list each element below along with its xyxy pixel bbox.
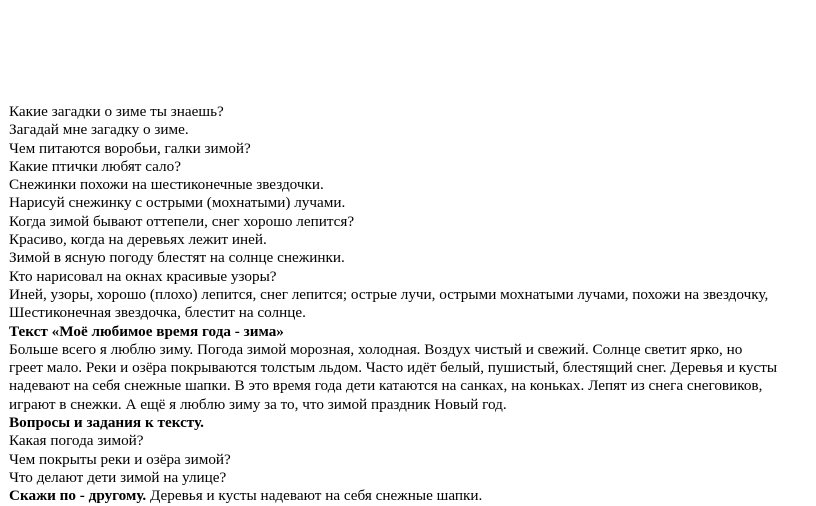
text-line-4: играют в снежки. А ещё я люблю зиму за то, что зимой праздник Новый год. xyxy=(9,395,507,413)
text-line-2: греет мало. Реки и озёра покрываются толстым льдом. Часто идёт белый, пушистый, блестящий снег. Деревья и кусты xyxy=(9,359,778,377)
question-line-8: Красиво, когда на деревьях лежит иней. xyxy=(9,231,267,249)
tasks-heading: Вопросы и задания к тексту. xyxy=(9,414,204,432)
document-page xyxy=(9,103,809,506)
question-line-9: Зимой в ясную погоду блестят на солнце снежинки. xyxy=(9,249,345,267)
text-line-1: Больше всего я люблю зиму. Погода зимой морозная, холодная. Воздух чистый и свежий. Солнце светит ярко, но xyxy=(9,340,743,358)
question-line-1: Какие загадки о зиме ты знаешь? xyxy=(9,103,224,120)
task-line-3: Что делают дети зимой на улице? xyxy=(9,468,227,486)
paraphrase-label: Скажи по - другому. xyxy=(9,487,147,505)
question-line-7: Когда зимой бывают оттепели, снег хорошо лепится? xyxy=(9,212,355,230)
question-line-4: Какие птички любят сало? xyxy=(9,157,181,175)
answers-line-1: Иней, узоры, хорошо (плохо) лепится, снег лепится; острые лучи, острыми мохнатыми лучами, похожи на звездочку, xyxy=(9,285,769,303)
question-line-3: Чем питаются воробьи, галки зимой? xyxy=(9,139,251,157)
question-line-6: Нарисуй снежинку с острыми (мохнатыми) лучами. xyxy=(9,194,346,212)
task-line-2: Чем покрыты реки и озёра зимой? xyxy=(9,450,231,468)
question-line-2: Загадай мне загадку о зиме. xyxy=(9,121,189,139)
answers-line-2: Шестиконечная звездочка, блестит на солнце. xyxy=(9,304,306,322)
text-line-3: надевают на себя снежные шапки. В это время года дети катаются на санках, на коньках. Лепят из снега снеговиков, xyxy=(9,377,763,395)
paraphrase-line xyxy=(9,487,809,505)
question-line-10: Кто нарисовал на окнах красивые узоры? xyxy=(9,267,277,285)
text-heading: Текст «Моё любимое время года - зима» xyxy=(9,322,284,340)
task-line-1: Какая погода зимой? xyxy=(9,432,144,450)
paraphrase-sentence: Деревья и кусты надевают на себя снежные шапки. xyxy=(146,487,483,505)
question-line-5: Снежинки похожи на шестиконечные звездочки. xyxy=(9,176,324,194)
